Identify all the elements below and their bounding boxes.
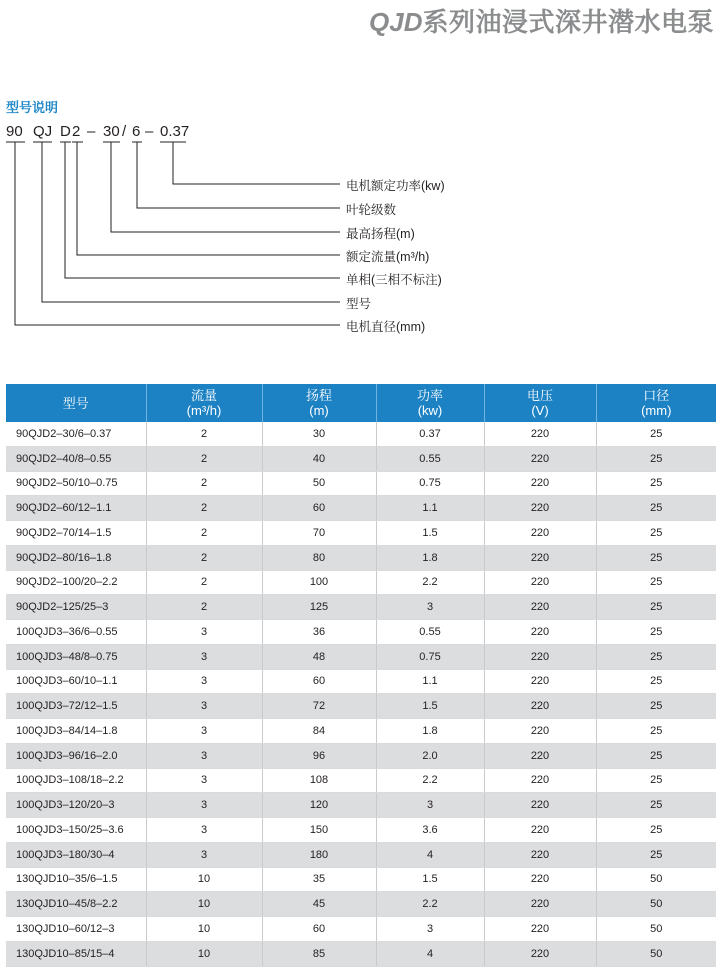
cell-voltage: 220 bbox=[484, 446, 596, 471]
cell-power: 3 bbox=[376, 595, 484, 620]
title-prefix: QJD bbox=[369, 7, 423, 37]
cell-flow: 3 bbox=[146, 719, 262, 744]
code-part-head: 30 bbox=[103, 123, 120, 140]
header-flow: 流量 (m³/h) bbox=[146, 384, 262, 422]
cell-voltage: 220 bbox=[484, 793, 596, 818]
cell-power: 2.2 bbox=[376, 570, 484, 595]
table-row bbox=[6, 867, 716, 892]
cell-flow: 2 bbox=[146, 521, 262, 546]
table-body bbox=[6, 422, 716, 966]
cell-model: 100QJD3–84/14–1.8 bbox=[6, 719, 146, 744]
header-head: 扬程 (m) bbox=[262, 384, 376, 422]
cell-flow: 2 bbox=[146, 422, 262, 446]
cell-model: 100QJD3–36/6–0.55 bbox=[6, 620, 146, 645]
cell-head: 100 bbox=[262, 570, 376, 595]
cell-model: 90QJD2–50/10–0.75 bbox=[6, 471, 146, 496]
annotation-head: 最高扬程(m) bbox=[346, 227, 415, 241]
cell-head: 85 bbox=[262, 941, 376, 966]
cell-outlet: 25 bbox=[596, 768, 716, 793]
cell-voltage: 220 bbox=[484, 917, 596, 942]
header-model: 型号 bbox=[6, 384, 146, 422]
cell-model: 90QJD2–60/12–1.1 bbox=[6, 496, 146, 521]
cell-flow: 2 bbox=[146, 471, 262, 496]
cell-voltage: 220 bbox=[484, 521, 596, 546]
cell-model: 130QJD10–85/15–4 bbox=[6, 941, 146, 966]
cell-power: 1.8 bbox=[376, 545, 484, 570]
cell-power: 3 bbox=[376, 917, 484, 942]
cell-outlet: 25 bbox=[596, 620, 716, 645]
code-part-dash-2: – bbox=[145, 123, 154, 140]
cell-voltage: 220 bbox=[484, 545, 596, 570]
cell-voltage: 220 bbox=[484, 768, 596, 793]
cell-flow: 2 bbox=[146, 545, 262, 570]
cell-model: 100QJD3–96/16–2.0 bbox=[6, 743, 146, 768]
cell-outlet: 50 bbox=[596, 892, 716, 917]
cell-head: 60 bbox=[262, 496, 376, 521]
cell-flow: 3 bbox=[146, 694, 262, 719]
table-row bbox=[6, 818, 716, 843]
annotation-flow: 额定流量(m³/h) bbox=[346, 250, 430, 264]
header-voltage: 电压 (V) bbox=[484, 384, 596, 422]
cell-voltage: 220 bbox=[484, 669, 596, 694]
cell-voltage: 220 bbox=[484, 471, 596, 496]
table-row bbox=[6, 719, 716, 744]
cell-flow: 3 bbox=[146, 669, 262, 694]
cell-outlet: 25 bbox=[596, 570, 716, 595]
cell-head: 150 bbox=[262, 818, 376, 843]
cell-power: 0.55 bbox=[376, 620, 484, 645]
code-part-slash: / bbox=[122, 123, 127, 140]
cell-head: 50 bbox=[262, 471, 376, 496]
annotation-diameter: 电机直径(mm) bbox=[346, 320, 426, 334]
cell-head: 96 bbox=[262, 743, 376, 768]
spec-table bbox=[6, 384, 716, 967]
annotation-model: 型号 bbox=[346, 297, 372, 311]
cell-model: 130QJD10–35/6–1.5 bbox=[6, 867, 146, 892]
cell-outlet: 25 bbox=[596, 719, 716, 744]
table-row bbox=[6, 422, 716, 446]
cell-head: 120 bbox=[262, 793, 376, 818]
annotation-phase: 单相(三相不标注) bbox=[346, 273, 442, 287]
cell-flow: 10 bbox=[146, 917, 262, 942]
cell-power: 1.8 bbox=[376, 719, 484, 744]
table-row bbox=[6, 595, 716, 620]
leader-diameter bbox=[15, 142, 340, 325]
annotation-power: 电机额定功率(kw) bbox=[346, 179, 445, 193]
cell-head: 35 bbox=[262, 867, 376, 892]
cell-head: 108 bbox=[262, 768, 376, 793]
cell-head: 48 bbox=[262, 644, 376, 669]
cell-voltage: 220 bbox=[484, 941, 596, 966]
cell-outlet: 25 bbox=[596, 471, 716, 496]
cell-voltage: 220 bbox=[484, 818, 596, 843]
leader-head bbox=[111, 142, 340, 232]
cell-model: 90QJD2–30/6–0.37 bbox=[6, 422, 146, 446]
cell-power: 2.0 bbox=[376, 743, 484, 768]
cell-outlet: 25 bbox=[596, 496, 716, 521]
code-part-stages: 6 bbox=[132, 123, 141, 140]
cell-flow: 3 bbox=[146, 644, 262, 669]
cell-model: 90QJD2–125/25–3 bbox=[6, 595, 146, 620]
cell-flow: 2 bbox=[146, 570, 262, 595]
cell-outlet: 25 bbox=[596, 545, 716, 570]
table-row bbox=[6, 471, 716, 496]
table-header-row bbox=[6, 384, 716, 422]
cell-voltage: 220 bbox=[484, 496, 596, 521]
cell-power: 4 bbox=[376, 941, 484, 966]
cell-outlet: 50 bbox=[596, 941, 716, 966]
table-row bbox=[6, 570, 716, 595]
table-row bbox=[6, 669, 716, 694]
table-row bbox=[6, 545, 716, 570]
leader-flow bbox=[77, 142, 340, 255]
leader-phase bbox=[65, 142, 340, 278]
cell-voltage: 220 bbox=[484, 719, 596, 744]
cell-outlet: 25 bbox=[596, 743, 716, 768]
cell-voltage: 220 bbox=[484, 842, 596, 867]
cell-power: 0.75 bbox=[376, 644, 484, 669]
cell-model: 100QJD3–120/20–3 bbox=[6, 793, 146, 818]
cell-outlet: 50 bbox=[596, 867, 716, 892]
cell-head: 30 bbox=[262, 422, 376, 446]
table-row bbox=[6, 917, 716, 942]
cell-power: 4 bbox=[376, 842, 484, 867]
cell-power: 1.5 bbox=[376, 867, 484, 892]
cell-head: 84 bbox=[262, 719, 376, 744]
cell-flow: 2 bbox=[146, 496, 262, 521]
cell-model: 100QJD3–60/10–1.1 bbox=[6, 669, 146, 694]
cell-model: 90QJD2–100/20–2.2 bbox=[6, 570, 146, 595]
cell-outlet: 25 bbox=[596, 694, 716, 719]
cell-outlet: 25 bbox=[596, 818, 716, 843]
cell-outlet: 25 bbox=[596, 521, 716, 546]
code-part-flow: 2 bbox=[72, 123, 81, 140]
cell-head: 180 bbox=[262, 842, 376, 867]
model-explanation-heading: 型号说明 bbox=[6, 100, 59, 115]
cell-outlet: 25 bbox=[596, 446, 716, 471]
leader-power bbox=[173, 142, 340, 184]
code-part-dash-1: – bbox=[87, 123, 96, 140]
cell-model: 100QJD3–72/12–1.5 bbox=[6, 694, 146, 719]
cell-head: 60 bbox=[262, 669, 376, 694]
cell-head: 70 bbox=[262, 521, 376, 546]
cell-model: 100QJD3–48/8–0.75 bbox=[6, 644, 146, 669]
cell-model: 100QJD3–108/18–2.2 bbox=[6, 768, 146, 793]
cell-power: 1.5 bbox=[376, 521, 484, 546]
cell-flow: 3 bbox=[146, 768, 262, 793]
cell-flow: 10 bbox=[146, 892, 262, 917]
cell-power: 2.2 bbox=[376, 892, 484, 917]
cell-power: 0.37 bbox=[376, 422, 484, 446]
cell-head: 36 bbox=[262, 620, 376, 645]
code-part-model: QJ bbox=[33, 123, 53, 140]
cell-model: 90QJD2–80/16–1.8 bbox=[6, 545, 146, 570]
cell-head: 60 bbox=[262, 917, 376, 942]
cell-outlet: 25 bbox=[596, 793, 716, 818]
cell-outlet: 25 bbox=[596, 669, 716, 694]
cell-power: 1.1 bbox=[376, 496, 484, 521]
cell-flow: 3 bbox=[146, 818, 262, 843]
cell-power: 2.2 bbox=[376, 768, 484, 793]
table-row bbox=[6, 743, 716, 768]
cell-head: 45 bbox=[262, 892, 376, 917]
cell-power: 1.5 bbox=[376, 694, 484, 719]
cell-model: 90QJD2–70/14–1.5 bbox=[6, 521, 146, 546]
table-row bbox=[6, 446, 716, 471]
cell-head: 125 bbox=[262, 595, 376, 620]
code-part-diameter: 90 bbox=[6, 123, 23, 140]
cell-flow: 3 bbox=[146, 620, 262, 645]
cell-voltage: 220 bbox=[484, 892, 596, 917]
cell-voltage: 220 bbox=[484, 867, 596, 892]
cell-voltage: 220 bbox=[484, 644, 596, 669]
leader-stages bbox=[137, 142, 340, 208]
cell-head: 72 bbox=[262, 694, 376, 719]
cell-head: 40 bbox=[262, 446, 376, 471]
cell-model: 90QJD2–40/8–0.55 bbox=[6, 446, 146, 471]
cell-outlet: 25 bbox=[596, 644, 716, 669]
cell-model: 130QJD10–60/12–3 bbox=[6, 917, 146, 942]
header-power: 功率 (kw) bbox=[376, 384, 484, 422]
table-row bbox=[6, 892, 716, 917]
cell-power: 3.6 bbox=[376, 818, 484, 843]
cell-voltage: 220 bbox=[484, 694, 596, 719]
header-outlet: 口径 (mm) bbox=[596, 384, 716, 422]
cell-flow: 2 bbox=[146, 446, 262, 471]
cell-power: 1.1 bbox=[376, 669, 484, 694]
code-part-phase: D bbox=[60, 123, 71, 140]
cell-flow: 3 bbox=[146, 743, 262, 768]
cell-voltage: 220 bbox=[484, 620, 596, 645]
cell-flow: 10 bbox=[146, 867, 262, 892]
cell-model: 130QJD10–45/8–2.2 bbox=[6, 892, 146, 917]
cell-voltage: 220 bbox=[484, 595, 596, 620]
table-row bbox=[6, 793, 716, 818]
cell-model: 100QJD3–150/25–3.6 bbox=[6, 818, 146, 843]
cell-flow: 3 bbox=[146, 793, 262, 818]
title-text: 系列油浸式深井潜水电泵 bbox=[422, 7, 714, 37]
table-row bbox=[6, 694, 716, 719]
table-row bbox=[6, 521, 716, 546]
cell-outlet: 25 bbox=[596, 595, 716, 620]
cell-outlet: 25 bbox=[596, 422, 716, 446]
cell-outlet: 50 bbox=[596, 917, 716, 942]
cell-model: 100QJD3–180/30–4 bbox=[6, 842, 146, 867]
table-row bbox=[6, 620, 716, 645]
cell-power: 3 bbox=[376, 793, 484, 818]
table-row bbox=[6, 644, 716, 669]
cell-flow: 10 bbox=[146, 941, 262, 966]
table-row bbox=[6, 496, 716, 521]
cell-voltage: 220 bbox=[484, 422, 596, 446]
table-row bbox=[6, 768, 716, 793]
cell-flow: 3 bbox=[146, 842, 262, 867]
spec-table-container bbox=[6, 384, 716, 967]
cell-outlet: 25 bbox=[596, 842, 716, 867]
annotation-stages: 叶轮级数 bbox=[346, 203, 397, 217]
code-part-power: 0.37 bbox=[160, 123, 190, 140]
cell-power: 0.55 bbox=[376, 446, 484, 471]
cell-flow: 2 bbox=[146, 595, 262, 620]
table-row bbox=[6, 842, 716, 867]
cell-power: 0.75 bbox=[376, 471, 484, 496]
cell-voltage: 220 bbox=[484, 743, 596, 768]
cell-voltage: 220 bbox=[484, 570, 596, 595]
cell-head: 80 bbox=[262, 545, 376, 570]
